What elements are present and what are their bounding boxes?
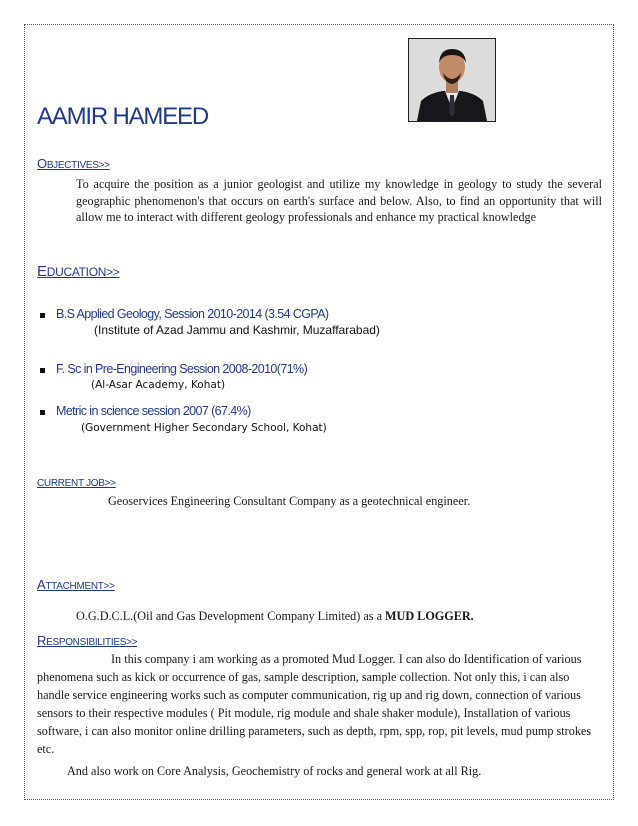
education-degree: F. Sc in Pre-Engineering Session 2008-2010(71%): [56, 362, 308, 376]
education-heading: EDUCATION>>: [37, 263, 120, 280]
education-institution: (Al-Asar Academy, Kohat): [91, 379, 226, 391]
bullet-icon: [40, 313, 45, 318]
responsibilities-closing: And also work on Core Analysis, Geochemistry of rocks and general work at all Rig.: [67, 764, 482, 778]
objective-text: To acquire the position as a junior geologist and utilize my knowledge in geology to study the several geographic phenomenon's that occurs on earth's surface and below. Also, to find an opportunity that will allow me to interact with different geology professionals and enhance my practical knowledge: [76, 177, 602, 224]
education-institution: (Institute of Azad Jammu and Kashmir, Muzaffarabad): [94, 323, 380, 337]
attachment-role: MUD LOGGER.: [385, 609, 474, 623]
attachment-text: O.G.D.C.L.(Oil and Gas Development Company Limited) as a MUD LOGGER.: [76, 609, 474, 623]
education-degree: Metric in science session 2007 (67.4%): [56, 404, 251, 418]
education-degree: B.S Applied Geology, Session 2010-2014 (3.54 CGPA): [56, 307, 329, 321]
responsibilities-text: In this company i am working as a promoted Mud Logger. I can also do Identification of various phenomena such as kick or occurrence of gas, sample description, sample collection. Not only this, i can also handle service engineering works such as computer communication, rig up and rig down, connection of various sensors to their respective modules ( Pit module, rig module and shale shaker module), Installation of various software, i can also monitor online drilling parameters, such as depth, rpm, spp, rop, pit levels, mud pump strokes etc.: [37, 652, 592, 756]
education-institution: (Government Higher Secondary School, Kohat): [81, 422, 327, 434]
attachment-heading: ATTACHMENT>>: [37, 577, 115, 592]
profile-photo: [408, 38, 496, 122]
candidate-name: AAMIR HAMEED: [37, 103, 208, 130]
current-job-heading: CURRENT JOB>>: [37, 478, 116, 489]
objectives-heading: OBJECTIVES>>: [37, 156, 110, 171]
current-job-text: Geoservices Engineering Consultant Company as a geotechnical engineer.: [108, 494, 471, 508]
bullet-icon: [40, 410, 45, 415]
bullet-icon: [40, 368, 45, 373]
responsibilities-heading: RESPONSIBILITIES>>: [37, 633, 138, 648]
